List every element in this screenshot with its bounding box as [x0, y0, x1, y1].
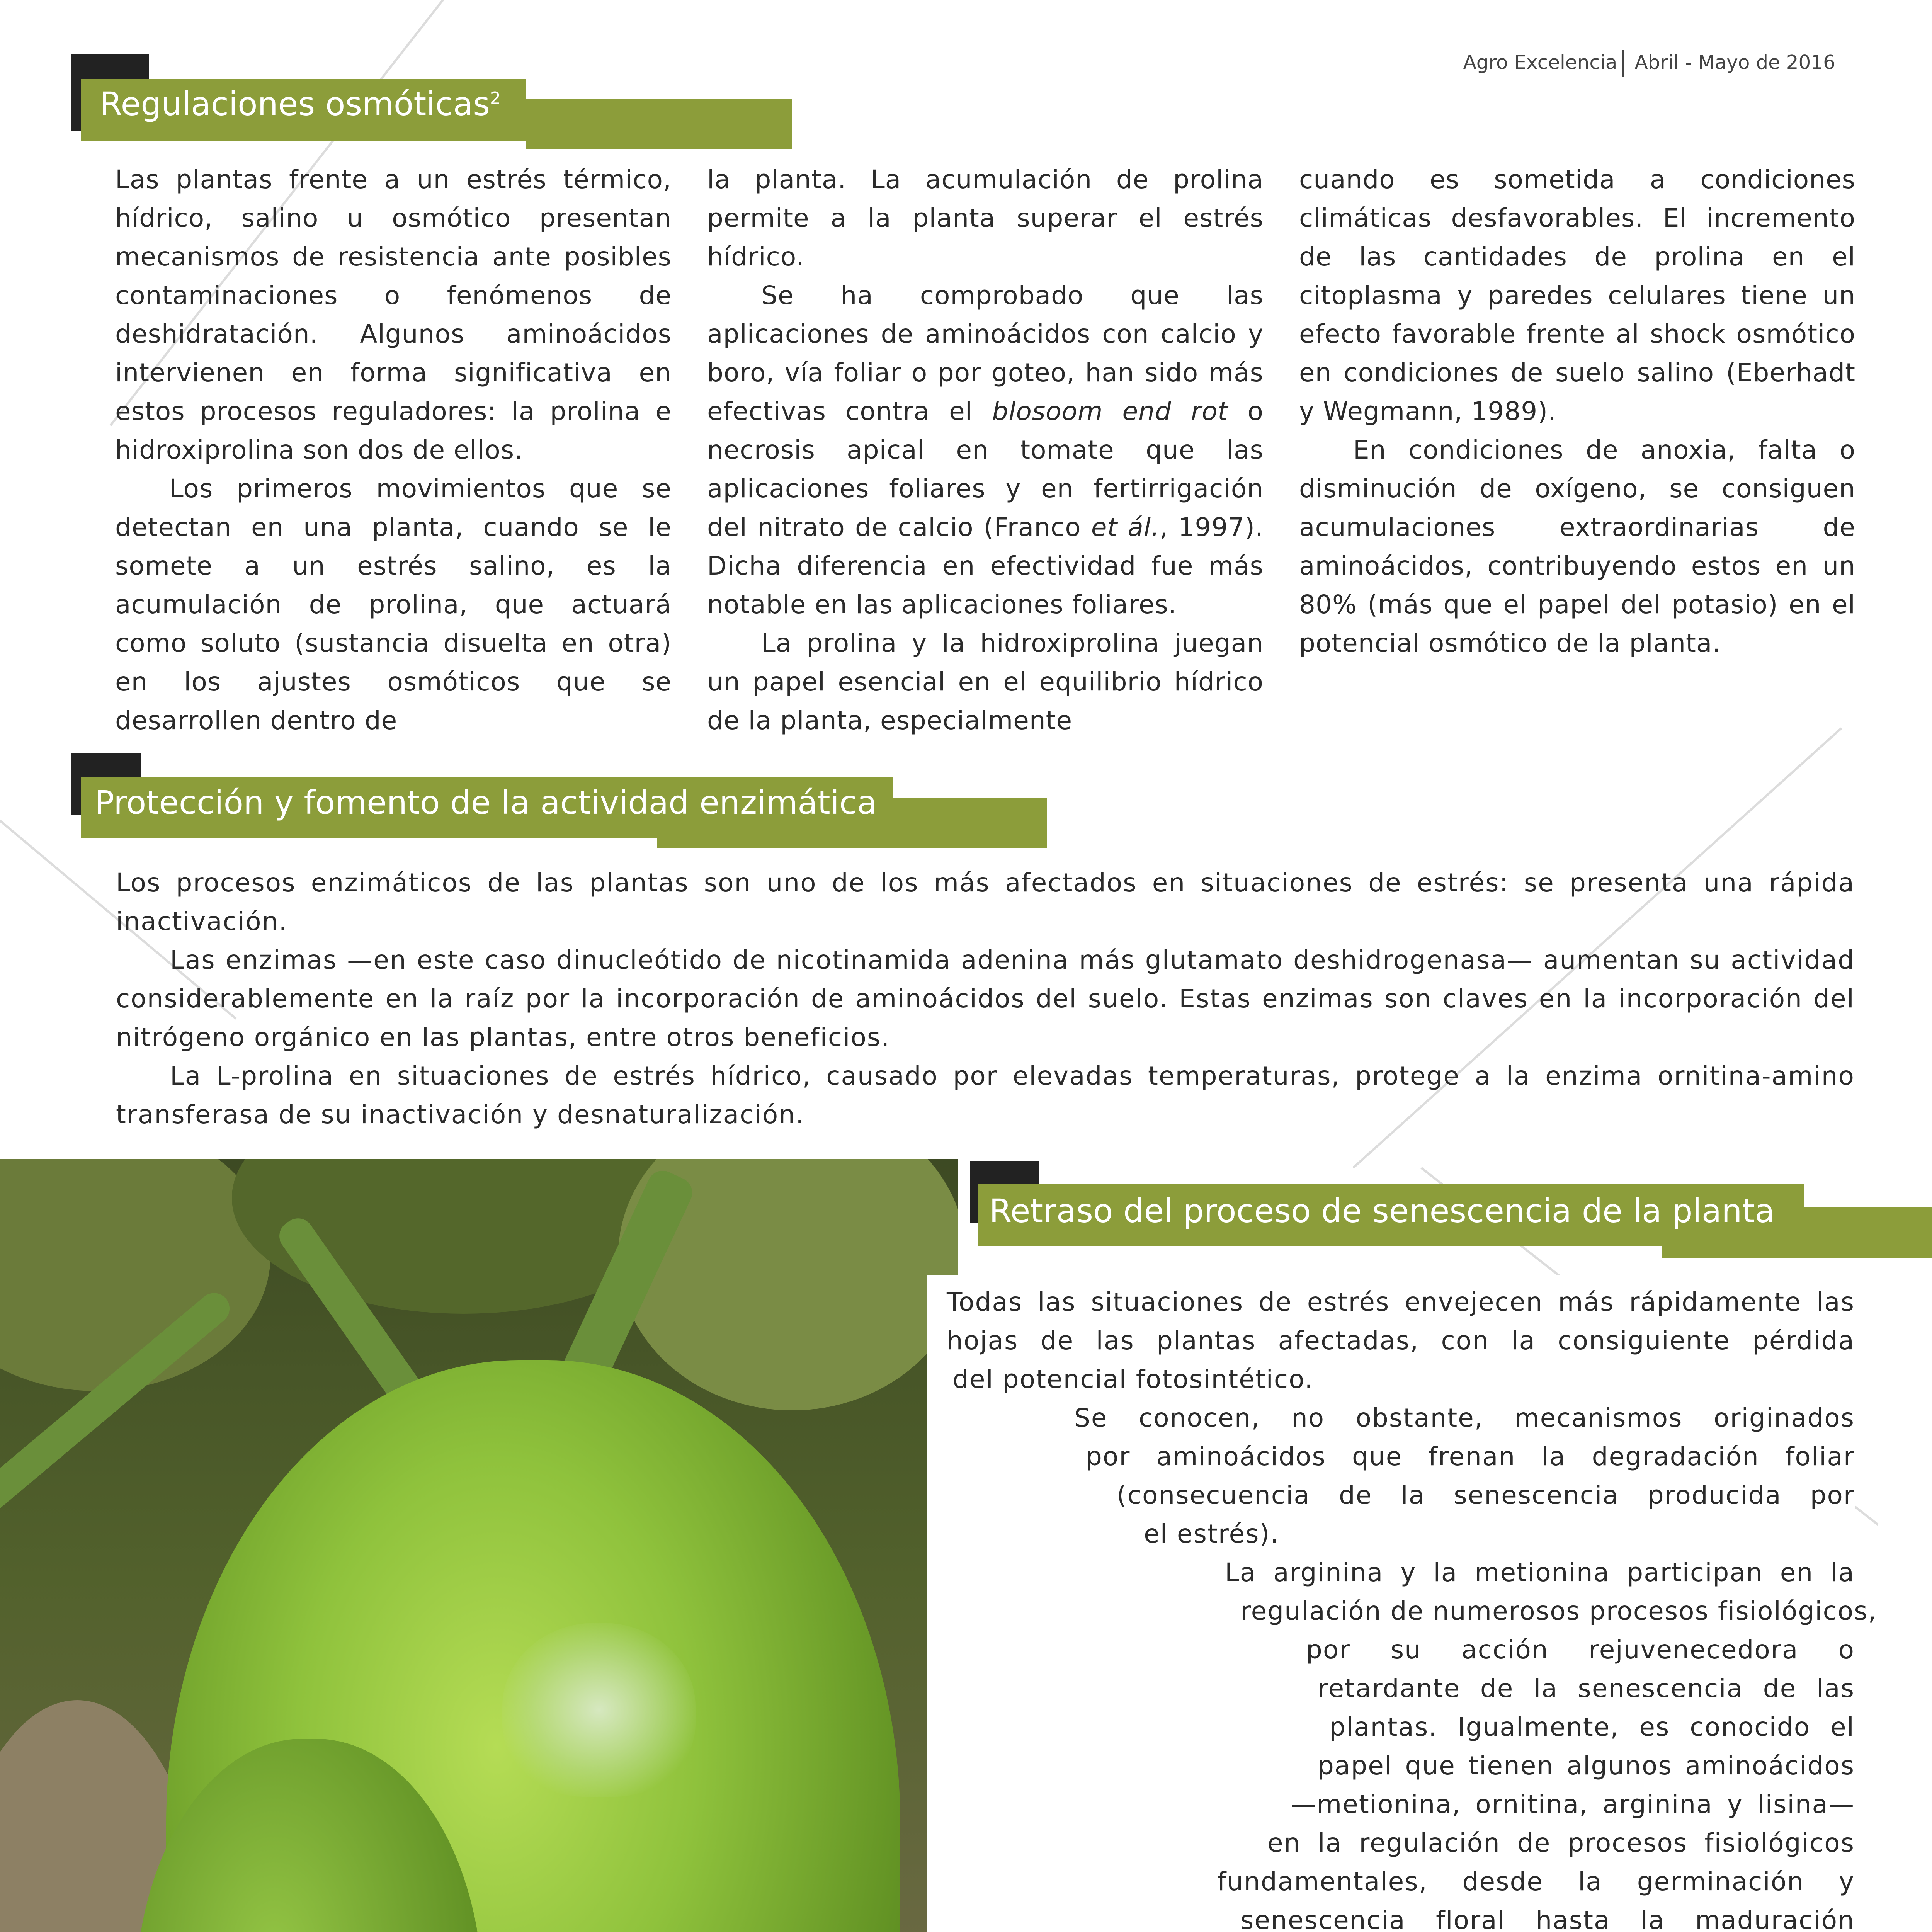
text-line: retardante de la senescencia de las: [1318, 1673, 1855, 1703]
text-run: , 1997). Dicha diferencia en efectividad fue más notable en las aplicaciones foliares.: [707, 512, 1264, 619]
text-line: fundamentales, desde la germinación y: [1217, 1867, 1855, 1896]
text-line: papel que tienen algunos aminoácidos: [1318, 1751, 1855, 1781]
column-3: [1299, 160, 1855, 663]
paragraph: Las enzimas —en este caso dinucleótido de nicotinamida adenina más glutamato deshidrogenasa— aumentan su actividad considerablemente en la raíz por la incorporación de aminoácidos del suelo. Estas enzimas son claves en la incorporación del nitrógeno orgánico en las plantas, entre otros beneficios.: [116, 945, 1855, 1052]
text-line: Se conocen, no obstante, mecanismos originados: [1074, 1403, 1855, 1433]
text-line: el estrés).: [1144, 1519, 1279, 1549]
section-title-bar-accent: [526, 99, 792, 149]
text-line: regulación de numerosos procesos fisiológicos,: [1240, 1596, 1877, 1626]
section-title-osmotic: [100, 85, 501, 123]
paragraph: Las plantas frente a un estrés térmico, hídrico, salino u osmótico presentan mecanismos de resistencia ante posibles contaminaciones o fenómenos de deshidratación. Algunos aminoácidos intervienen en forma significativa en estos procesos reguladores: la prolina e hidroxiprolina son dos de ellos.: [115, 165, 672, 465]
text-line: Todas las situaciones de estrés envejecen más rápidamente las: [947, 1287, 1855, 1317]
text-line: La arginina y la metionina participan en la: [1225, 1558, 1855, 1587]
paragraph: Los procesos enzimáticos de las plantas son uno de los más afectados en situaciones de estrés: se presenta una rápida inactivación.: [116, 868, 1855, 936]
section-title-enzymatic: Protección y fomento de la actividad enzimática: [95, 784, 877, 821]
paragraph: La L-prolina en situaciones de estrés hídrico, causado por elevadas temperaturas, protege a la enzima ornitina-amino transferasa de su inactivación y desnaturalización.: [116, 1061, 1855, 1129]
paragraph: La prolina y la hidroxiprolina juegan un papel esencial en el equilibrio hídrico de la planta, especialmente: [707, 628, 1264, 735]
section-title-senescence: Retraso del proceso de senescencia de la planta: [989, 1192, 1775, 1230]
paragraph: Los primeros movimientos que se detectan en una planta, cuando se le somete a un estrés salino, es la acumulación de prolina, que actuará como soluto (sustancia disuelta en otra) en los ajustes osmóticos que se desarrollen dentro de: [115, 474, 672, 735]
issue-date: Abril - Mayo de 2016: [1634, 51, 1835, 74]
section-title-text: Regulaciones osmóticas: [100, 85, 490, 123]
column-1: [115, 160, 672, 740]
paragraph: [707, 276, 1264, 624]
text-run: Se ha comprobado que las aplicaciones de aminoácidos con calcio y boro, vía foliar o por goteo, han sido más efectivas contra el: [707, 281, 1264, 426]
text-run: o necrosis apical en tomate que las aplicaciones foliares y en fertirrigación del nitrato de calcio (Franco: [707, 396, 1264, 542]
cold-damage-spot: [502, 1623, 696, 1797]
running-header: [1463, 50, 1835, 77]
italic-term: et ál.: [1091, 512, 1160, 542]
enzymatic-text: [116, 864, 1855, 1134]
text-line: (consecuencia de la senescencia producida por: [1117, 1480, 1855, 1510]
paragraph: cuando es sometida a condiciones climáticas desfavorables. El incremento de las cantidades de prolina en el citoplasma y paredes celulares tiene un efecto favorable frente al shock osmótico en condiciones de suelo salino (Eberhadt y Wegmann, 1989).: [1299, 165, 1855, 426]
italic-term: blosoom end rot: [992, 396, 1228, 426]
text-line: por su acción rejuvenecedora o: [1306, 1635, 1855, 1665]
magazine-name: Agro Excelencia: [1463, 51, 1617, 74]
footnote-reference: 2: [490, 88, 501, 108]
paragraph: En condiciones de anoxia, falta o disminución de oxígeno, se consiguen acumulaciones extraordinarias de aminoácidos, contribuyendo estos en un 80% (más que el papel del potasio) en el potencial osmótico de la planta.: [1299, 435, 1855, 658]
text-line: en la regulación de procesos fisiológicos: [1267, 1828, 1855, 1858]
text-line: hojas de las plantas afectadas, con la consiguiente pérdida: [947, 1326, 1855, 1355]
text-line: senescencia floral hasta la maduración: [1240, 1905, 1855, 1932]
text-line: del potencial fotosintético.: [952, 1364, 1314, 1394]
text-line: —metionina, ornitina, arginina y lisina—: [1291, 1789, 1855, 1819]
header-separator: [1622, 50, 1624, 77]
text-line: plantas. Igualmente, es conocido el: [1329, 1712, 1855, 1742]
text-line: por aminoácidos que frenan la degradación foliar: [1086, 1442, 1855, 1471]
senescence-text: [947, 1283, 1877, 1932]
paragraph: la planta. La acumulación de prolina permite a la planta superar el estrés hídrico.: [707, 165, 1264, 272]
column-2: [707, 160, 1264, 740]
pepper-photo: [0, 1159, 958, 1932]
